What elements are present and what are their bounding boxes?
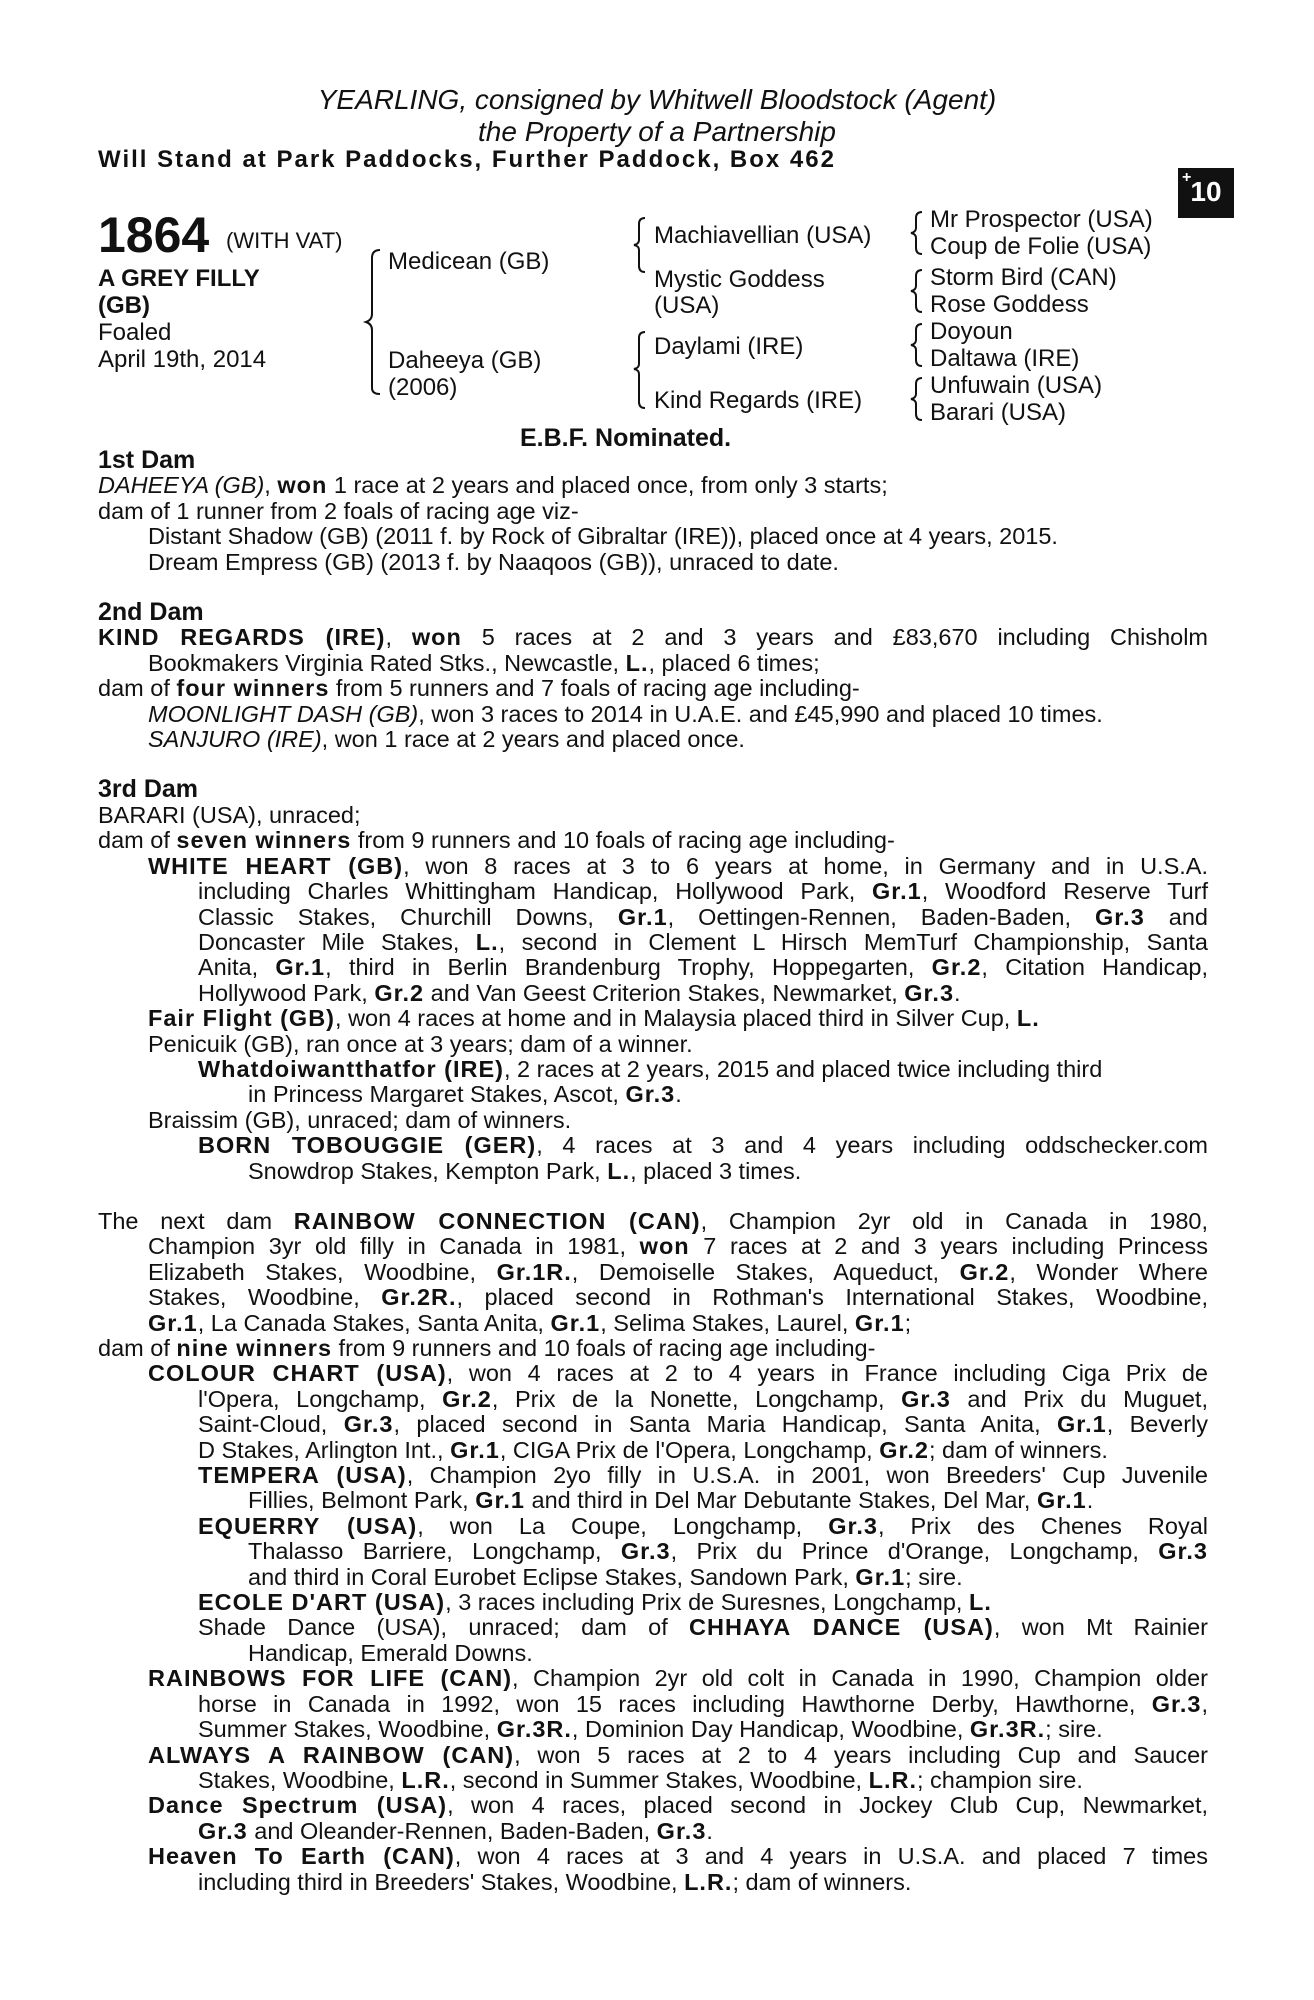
brace-dd: [911, 378, 922, 420]
pedigree-g3-3: Storm Bird (CAN): [930, 264, 1117, 291]
text-line: MOONLIGHT DASH (GB), won 3 races to 2014 in U.A.E. and £45,990 and placed 10 times.: [148, 700, 1103, 727]
text-line: Summer Stakes, Woodbine, Gr.3R., Dominion Day Handicap, Woodbine, Gr.3R.; sire.: [198, 1716, 1103, 1743]
text-line: Heaven To Earth (CAN), won 4 races at 3 and 4 years in U.S.A. and placed 7 times: [148, 1843, 1208, 1870]
text-line: Distant Shadow (GB) (2011 f. by Rock of Gibraltar (IRE)), placed once at 4 years, 2015.: [148, 523, 1058, 550]
foaled-date: April 19th, 2014: [98, 346, 267, 373]
text-line: Stakes, Woodbine, Gr.2R., placed second in Rothman's International Stakes, Woodbine,: [148, 1284, 1209, 1311]
pedigree-dam-year: (2006): [388, 374, 458, 401]
badge-number: 10: [1190, 176, 1222, 207]
text-line: Stakes, Woodbine, L.R., second in Summer Stakes, Woodbine, L.R.; champion sire.: [198, 1766, 1083, 1793]
brace-generation-1: [366, 250, 380, 394]
pedigree-sire-dam-country: (USA): [654, 292, 720, 319]
text-line: Gr.1, La Canada Stakes, Santa Anita, Gr.1, Selima Stakes, Laurel, Gr.1;: [148, 1309, 912, 1336]
text-line: Whatdoiwantthatfor (IRE), 2 races at 2 years, 2015 and placed twice including third: [198, 1055, 1103, 1082]
pedigree-sire-sire: Machiavellian (USA): [654, 222, 872, 249]
text-line: Elizabeth Stakes, Woodbine, Gr.1R., Demoiselle Stakes, Aqueduct, Gr.2, Wonder Where: [148, 1258, 1208, 1285]
brace-ss: [911, 212, 922, 254]
lot-vat: (WITH VAT): [226, 228, 343, 253]
text-line: dam of seven winners from 9 runners and 10 foals of racing age including-: [98, 827, 895, 854]
pedigree-g3-4: Rose Goddess: [930, 291, 1089, 318]
brace-sd: [911, 270, 922, 312]
pedigree-sire-dam: Mystic Goddess: [654, 266, 825, 293]
pedigree-dam-sire: Daylami (IRE): [654, 333, 804, 360]
header-line-1: YEARLING, consigned by Whitwell Bloodstock (Agent): [317, 84, 997, 115]
text-line: ECOLE D'ART (USA), 3 races including Prix de Suresnes, Longchamp, L.: [198, 1589, 992, 1616]
text-line: dam of 1 runner from 2 foals of racing age viz-: [98, 497, 579, 524]
text-line: EQUERRY (USA), won La Coupe, Longchamp, Gr.3, Prix des Chenes Royal: [198, 1512, 1209, 1539]
text-line: dam of nine winners from 9 runners and 10 foals of racing age including-: [98, 1335, 876, 1361]
brace-dam-line: [634, 332, 645, 408]
pedigree-g3-5: Doyoun: [930, 318, 1013, 345]
text-line: Classic Stakes, Churchill Downs, Gr.1, Oettingen-Rennen, Baden-Baden, Gr.3 and: [198, 903, 1208, 930]
text-line: horse in Canada in 1992, won 15 races including Hawthorne Derby, Hawthorne, Gr.3,: [198, 1690, 1208, 1717]
stand-at-location: Will Stand at Park Paddocks, Further Paddock, Box 462: [98, 146, 836, 173]
text-line: The next dam RAINBOW CONNECTION (CAN), Champion 2yr old in Canada in 1980,: [98, 1207, 1208, 1234]
text-line: D Stakes, Arlington Int., Gr.1, CIGA Prix de l'Opera, Longchamp, Gr.2; dam of winners.: [198, 1436, 1108, 1463]
text-line: dam of four winners from 5 runners and 7 foals of racing age including-: [98, 675, 860, 702]
text-line: including third in Breeders' Stakes, Woodbine, L.R.; dam of winners.: [198, 1868, 912, 1895]
text-line: BARARI (USA), unraced;: [98, 801, 361, 828]
text-line: Shade Dance (USA), unraced; dam of CHHAYA DANCE (USA), won Mt Rainier: [198, 1614, 1208, 1641]
pedigree-g3-7: Unfuwain (USA): [930, 372, 1103, 399]
text-line: TEMPERA (USA), Champion 2yo filly in U.S.A. in 2001, won Breeders' Cup Juvenile: [198, 1462, 1208, 1489]
text-line: Anita, Gr.1, third in Berlin Brandenburg Trophy, Hoppegarten, Gr.2, Citation Handicap,: [198, 954, 1209, 981]
text-line: KIND REGARDS (IRE), won 5 races at 2 and 3 years and £83,670 including Chisholm: [98, 624, 1209, 651]
text-line: COLOUR CHART (USA), won 4 races at 2 to 4 years in France including Ciga Prix de: [148, 1360, 1209, 1387]
third-dam-heading: 3rd Dam: [98, 775, 199, 804]
text-line: Saint-Cloud, Gr.3, placed second in Santa Maria Handicap, Santa Anita, Gr.1, Beverly: [198, 1411, 1208, 1438]
text-line: Penicuik (GB), ran once at 3 years; dam of a winner.: [148, 1030, 693, 1057]
lot-description: A GREY FILLY: [98, 265, 260, 292]
text-line: Dream Empress (GB) (2013 f. by Naaqoos (GB)), unraced to date.: [148, 548, 839, 575]
text-line: Gr.3 and Oleander-Rennen, Baden-Baden, Gr.3.: [198, 1817, 713, 1844]
text-line: l'Opera, Longchamp, Gr.2, Prix de la Nonette, Longchamp, Gr.3 and Prix du Muguet,: [198, 1385, 1208, 1412]
text-line: Hollywood Park, Gr.2 and Van Geest Criterion Stakes, Newmarket, Gr.3.: [198, 979, 961, 1006]
pedigree-sire: Medicean (GB): [388, 248, 550, 275]
header-line-2: the Property of a Partnership: [478, 116, 836, 147]
brace-ds: [911, 324, 922, 366]
pedigree-g3-2: Coup de Folie (USA): [930, 233, 1152, 260]
ebf-nominated: E.B.F. Nominated.: [520, 424, 732, 452]
text-line: Doncaster Mile Stakes, L., second in Clement L Hirsch MemTurf Championship, Santa: [198, 928, 1208, 955]
pedigree-g3-6: Daltawa (IRE): [930, 345, 1080, 372]
text-line: SANJURO (IRE), won 1 race at 2 years and placed once.: [148, 726, 745, 753]
pedigree-g3-8: Barari (USA): [930, 399, 1067, 426]
brace-sire-line: [634, 218, 645, 272]
text-line: in Princess Margaret Stakes, Ascot, Gr.3.: [248, 1081, 682, 1108]
text-line: Snowdrop Stakes, Kempton Park, L., placed 3 times.: [248, 1157, 802, 1184]
second-dam-heading: 2nd Dam: [98, 598, 204, 627]
lot-description-country: (GB): [98, 292, 150, 319]
pedigree-dam: Daheeya (GB): [388, 347, 542, 374]
text-line: including Charles Whittingham Handicap, Hollywood Park, Gr.1, Woodford Reserve Turf: [198, 878, 1208, 905]
text-line: BORN TOBOUGGIE (GER), 4 races at 3 and 4 years including oddschecker.com: [198, 1132, 1208, 1159]
text-line: WHITE HEART (GB), won 8 races at 3 to 6 years at home, in Germany and in U.S.A.: [148, 852, 1208, 879]
text-line: DAHEEYA (GB), won 1 race at 2 years and placed once, from only 3 starts;: [98, 472, 888, 499]
pedigree-dam-dam: Kind Regards (IRE): [654, 387, 863, 414]
pedigree-notes: [98, 448, 1208, 1895]
text-line: Fair Flight (GB), won 4 races at home and in Malaysia placed third in Silver Cup, L.: [148, 1005, 1040, 1032]
text-line: Champion 3yr old filly in Canada in 1981, won 7 races at 2 and 3 years including Princess: [148, 1233, 1208, 1260]
text-line: Bookmakers Virginia Rated Stks., Newcastle, L., placed 6 times;: [148, 649, 820, 676]
lot-number: 1864: [98, 207, 210, 263]
text-line: Fillies, Belmont Park, Gr.1 and third in Del Mar Debutante Stakes, Del Mar, Gr.1.: [248, 1487, 1094, 1514]
text-line: Handicap, Emerald Downs.: [248, 1639, 533, 1666]
badge-plus: +: [1182, 169, 1192, 186]
text-line: Dance Spectrum (USA), won 4 races, placed second in Jockey Club Cup, Newmarket,: [148, 1792, 1208, 1819]
text-line: Braissim (GB), unraced; dam of winners.: [148, 1106, 572, 1133]
foaled-label: Foaled: [98, 319, 172, 346]
text-line: RAINBOWS FOR LIFE (CAN), Champion 2yr old colt in Canada in 1990, Champion older: [148, 1665, 1208, 1692]
first-dam-heading: 1st Dam: [98, 446, 196, 474]
text-line: ALWAYS A RAINBOW (CAN), won 5 races at 2 to 4 years including Cup and Saucer: [148, 1741, 1208, 1768]
pedigree-g3-1: Mr Prospector (USA): [930, 206, 1153, 233]
text-line: and third in Coral Eurobet Eclipse Stakes, Sandown Park, Gr.1; sire.: [248, 1563, 963, 1590]
text-line: Thalasso Barriere, Longchamp, Gr.3, Prix du Prince d'Orange, Longchamp, Gr.3: [248, 1538, 1208, 1565]
